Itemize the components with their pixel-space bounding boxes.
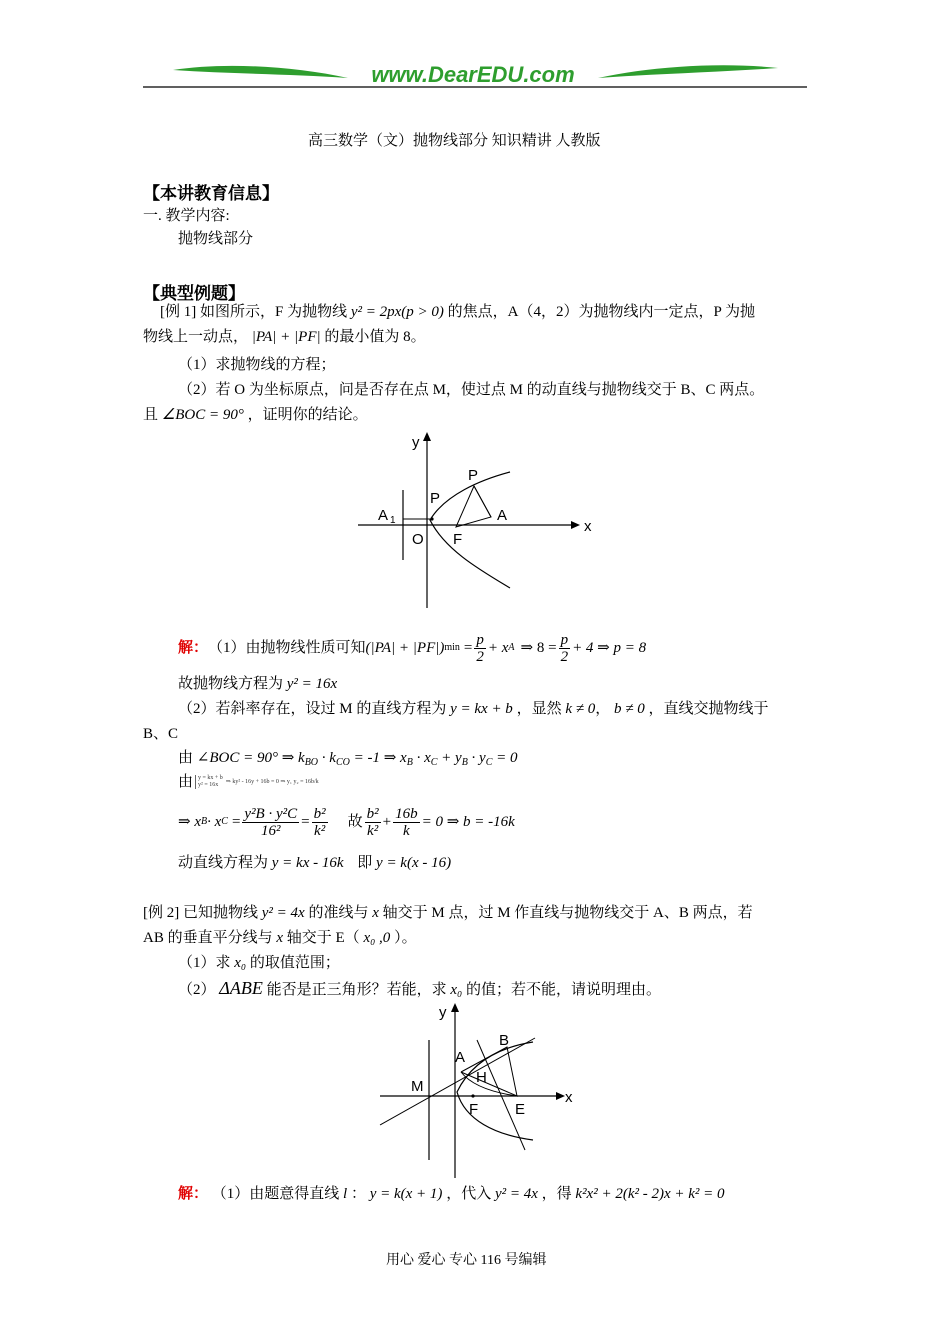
sol1-frac-y2-den: 16² bbox=[261, 822, 281, 839]
left-leaf-icon bbox=[173, 66, 348, 78]
sol1-s5-b: B bbox=[200, 816, 208, 827]
section-heading-info: 【本讲教育信息】 bbox=[143, 184, 279, 204]
sol1-s3-xc: · x bbox=[416, 750, 431, 766]
sol1-s2-mid: ，显然 bbox=[516, 701, 562, 717]
fig2-line-bisector bbox=[477, 1040, 525, 1150]
figure-2-svg bbox=[375, 1000, 585, 1180]
fig2-y-arrow-icon bbox=[451, 1003, 459, 1012]
fig1-label-x: x bbox=[584, 518, 592, 535]
fig2-label-e: E bbox=[515, 1101, 526, 1118]
ex2-q1x: x₀ bbox=[234, 955, 247, 971]
sol1-s3-c: C bbox=[430, 757, 438, 768]
sol1-frac-b2k2b-den: k² bbox=[367, 822, 379, 839]
sol1-frac-p-num2: p bbox=[560, 631, 569, 648]
sol1-frac-p-num: p bbox=[476, 631, 484, 648]
sol1-s5-gu: 故 bbox=[347, 814, 363, 830]
sol1-frac-16bk-den: k bbox=[403, 822, 410, 839]
sol1-s4-sys2: y² = 16x bbox=[198, 782, 219, 788]
fig2-triangle bbox=[461, 1047, 517, 1096]
sol1-frac-16bk bbox=[393, 806, 420, 839]
ex2-line2a: AB 的垂直平分线与 bbox=[143, 930, 273, 946]
ex1-line2b: 的最小值为 8。 bbox=[324, 329, 426, 345]
sol1-frac-y2 bbox=[242, 806, 299, 839]
sol1-s1-xa: + x bbox=[487, 640, 509, 656]
sol1-s6-mid: 即 bbox=[357, 855, 373, 871]
sol1-s2-eq: y = kx + b bbox=[450, 701, 513, 717]
fig2-label-b: B bbox=[499, 1032, 510, 1049]
ex2-mid: 的准线与 bbox=[308, 905, 369, 921]
sol1-frac-y2-num: y²B · y²C bbox=[244, 805, 298, 822]
fig1-label-a1: A bbox=[378, 507, 389, 524]
sol2-mid: ，代入 bbox=[446, 1186, 492, 1202]
sol1-s3-pre: 由 bbox=[178, 750, 194, 766]
sol1-frac-16bk-num: 16b bbox=[395, 805, 418, 822]
fig1-point-p1 bbox=[430, 517, 433, 520]
ex2-q1 bbox=[178, 953, 340, 973]
section-heading-examples: 【典型例题】 bbox=[143, 284, 245, 304]
sol2-eq1: y = k(x + 1) bbox=[369, 1186, 443, 1202]
sol1-s2-end: ，直线交抛物线于 bbox=[648, 701, 769, 717]
ex1-line2a: 物线上一动点， bbox=[143, 329, 249, 345]
fig1-parabola bbox=[430, 472, 510, 588]
ex2-q2x: x₀ bbox=[450, 982, 463, 998]
sol2-eq2: y² = 4x bbox=[494, 1186, 538, 1202]
sol1-s6-eq2: y = k(x - 16) bbox=[376, 855, 452, 871]
ex2-rest: 轴交于 M 点，过 M 作直线与抛物线交于 A、B 两点，若 bbox=[382, 905, 753, 921]
ex1-lead: [例 1] 如图所示，F 为抛物线 bbox=[160, 304, 348, 320]
sol1-frac-p-den: 2 bbox=[476, 648, 484, 665]
sol2-line1 bbox=[178, 1184, 725, 1204]
sol1-s5-end: = 0 ⇒ b = -16k bbox=[421, 814, 515, 830]
sol1-s1-xa-sub: A bbox=[508, 642, 515, 653]
page-title: 高三数学（文）抛物线部分 知识精讲 人教版 bbox=[308, 133, 601, 149]
teaching-item: 一. 教学内容: bbox=[143, 208, 230, 224]
sol1-s1-math: (|PA| + |PF|) bbox=[365, 640, 445, 656]
fig2-label-m: M bbox=[411, 1078, 424, 1095]
sol1-s3-bo: BO bbox=[304, 757, 319, 768]
teaching-content: 抛物线部分 bbox=[178, 231, 254, 247]
sol1-s3-rest: = -1 ⇒ x bbox=[353, 750, 407, 766]
sol1-s1-arrow: ⇒ 8 = bbox=[520, 640, 557, 656]
fig1-p-a-line bbox=[474, 486, 491, 517]
sol1-s3-dot: · k bbox=[321, 750, 336, 766]
fig1-label-a1-sub: 1 bbox=[390, 515, 396, 526]
ex2-q2b: 能否是正三角形？若能，求 bbox=[266, 982, 447, 998]
ex1-q1: （1）求抛物线的方程； bbox=[178, 357, 336, 373]
fig1-y-arrow-icon bbox=[423, 432, 431, 441]
sol1-s5-dot: · x bbox=[207, 814, 222, 830]
fig1-label-y: y bbox=[412, 434, 420, 451]
header-banner bbox=[143, 60, 807, 92]
sol1-line1 bbox=[178, 628, 646, 668]
sol1-s3-yb: B bbox=[461, 757, 468, 768]
ex2-q1a: （1）求 bbox=[178, 955, 231, 971]
ex2-q1b: 的取值范围； bbox=[249, 955, 340, 971]
sol1-frac-p2b bbox=[559, 632, 571, 665]
sol1-s1-min: min bbox=[444, 642, 460, 653]
fig2-point-f bbox=[471, 1094, 474, 1097]
figure-2 bbox=[375, 1000, 585, 1180]
sol1-label: 解： bbox=[178, 640, 209, 656]
sol1-line2 bbox=[178, 674, 337, 694]
header-logo-text: www.DearEDU.com bbox=[371, 62, 575, 87]
fig2-label-h: H bbox=[476, 1069, 487, 1086]
sol1-s5-c: C bbox=[221, 816, 228, 827]
header-leaf-graphic bbox=[143, 60, 807, 92]
sol1-s5-eq: = bbox=[231, 814, 241, 830]
fig2-label-y: y bbox=[439, 1004, 447, 1021]
sol2-colon: ： bbox=[350, 1186, 366, 1202]
ex1-line2 bbox=[143, 327, 426, 347]
ex2-line1 bbox=[143, 903, 753, 923]
sol1-s3-plus: + y bbox=[441, 750, 462, 766]
sol1-s4-pre: 由 bbox=[178, 774, 194, 790]
sol1-s6-eq1: y = kx - 16k bbox=[271, 855, 344, 871]
ex1-line2-eq: |PA| + |PF| bbox=[251, 329, 321, 345]
sol1-line4: B、C bbox=[143, 726, 179, 742]
ex1-line1 bbox=[160, 302, 755, 322]
fig2-label-f: F bbox=[469, 1101, 479, 1118]
ex2-line2 bbox=[143, 928, 417, 948]
fig1-x-arrow-icon bbox=[571, 521, 580, 529]
ex1-rest: 的焦点，A（4，2）为抛物线内一定点，P 为抛 bbox=[447, 304, 756, 320]
sol1-frac-p-den2: 2 bbox=[560, 648, 569, 665]
fig2-label-x: x bbox=[565, 1089, 573, 1106]
ex2-lead: [例 2] 已知抛物线 bbox=[143, 905, 258, 921]
sol1-s4-sys1: y = kx + b bbox=[198, 775, 223, 781]
fig1-label-a: A bbox=[497, 507, 508, 524]
sol2-text: （1）由题意得直线 bbox=[211, 1186, 340, 1202]
sol1-line2-text: 故抛物线方程为 bbox=[178, 676, 284, 692]
sol1-s3-b: B bbox=[406, 757, 413, 768]
ex1-q2b bbox=[143, 405, 368, 425]
ex2-line2c: ）。 bbox=[394, 930, 417, 946]
sol1-line3: （2）若斜率存在，设过 M 的直线方程为 y = kx + b ，显然 k ≠ 0， b ≠ 0 ，直线交抛物线于 bbox=[178, 701, 769, 717]
figure-1 bbox=[350, 430, 600, 615]
ex1-q2: （2）若 O 为坐标原点，问是否存在点 M，使过点 M 的动直线与抛物线交于 B、C 两点。 bbox=[178, 382, 765, 398]
sol1-s3-zero: = 0 bbox=[496, 750, 518, 766]
ex2-eq: y² = 4x bbox=[261, 905, 305, 921]
sol1-s3-eq: ∠BOC = 90° ⇒ k bbox=[196, 750, 305, 766]
ex2-q2a: （2） bbox=[178, 982, 216, 998]
sol1-s1-plus4: + 4 ⇒ p = 8 bbox=[572, 640, 647, 656]
ex2-q2 bbox=[178, 978, 661, 1000]
ex1-eq: y² = 2px(p > 0) bbox=[350, 304, 444, 320]
ex2-line2b: 轴交于 E（ bbox=[286, 930, 360, 946]
ex1-q2b-pre: 且 bbox=[143, 407, 159, 423]
sol1-line6 bbox=[178, 772, 319, 792]
sol1-s2-k: k ≠ 0 bbox=[565, 701, 596, 717]
sol1-s5-plus: + bbox=[382, 814, 392, 830]
sol1-s1-text: （1）由抛物线性质可知 bbox=[208, 640, 366, 656]
sol1-line5 bbox=[178, 748, 518, 773]
ex2-x0: x₀ ,0 bbox=[363, 930, 391, 946]
sol1-s2-text: （2）若斜率存在，设过 M 的直线方程为 bbox=[178, 701, 447, 717]
fig1-label-o: O bbox=[412, 531, 424, 548]
sol1-frac-b2k2 bbox=[312, 806, 328, 839]
sol1-frac-b2k2-num: b² bbox=[313, 805, 326, 822]
fig1-label-p: P bbox=[430, 490, 441, 507]
sol1-s5-eq2: = bbox=[301, 814, 310, 830]
figure-1-svg bbox=[350, 430, 600, 615]
sol1-s1-eq: = bbox=[463, 640, 473, 656]
sol1-s6-text: 动直线方程为 bbox=[178, 855, 269, 871]
ex1-q2b-post: ，证明你的结论。 bbox=[247, 407, 368, 423]
sol1-frac-p2 bbox=[474, 632, 486, 665]
sol1-s3-co: CO bbox=[335, 757, 350, 768]
sol1-s2-b: b ≠ 0 bbox=[613, 701, 645, 717]
sol2-eq3: k²x² + 2(k² - 2)x + k² = 0 bbox=[575, 1186, 725, 1202]
sol1-line7 bbox=[178, 800, 515, 844]
fig1-label-p-top: P bbox=[468, 467, 479, 484]
page-footer: 用心 爱心 专心 116 号编辑 bbox=[386, 1253, 547, 1268]
fig2-label-a: A bbox=[455, 1049, 466, 1066]
ex2-q2c: 的值；若不能，请说明理由。 bbox=[465, 982, 661, 998]
sol2-l: l bbox=[343, 1186, 348, 1202]
ex2-x1: x bbox=[372, 905, 379, 921]
fig2-x-arrow-icon bbox=[556, 1092, 565, 1100]
sol1-s3-yc: · y bbox=[471, 750, 486, 766]
ex2-x2: x bbox=[276, 930, 284, 946]
sol1-frac-b2k2b-num: b² bbox=[366, 805, 379, 822]
sol1-s4-tail: ⇒ ky² - 16y + 16b = 0 ⇒ y₁ y₂ = 16b/k bbox=[225, 779, 319, 785]
sol2-label: 解： bbox=[178, 1186, 209, 1202]
sol1-s5-arrow: ⇒ x bbox=[178, 814, 201, 830]
sol1-frac-b2k2b bbox=[365, 806, 381, 839]
right-leaf-icon bbox=[598, 65, 778, 78]
sol1-line2-eq: y² = 16x bbox=[286, 676, 338, 692]
ex2-q2tri: ΔABE bbox=[219, 978, 263, 998]
sol2-mid2: ，得 bbox=[541, 1186, 572, 1202]
sol1-frac-b2k2-den: k² bbox=[314, 822, 326, 839]
ex1-q2b-eq: ∠BOC = 90° bbox=[161, 407, 244, 423]
sol1-s3-yc-sub: C bbox=[485, 757, 493, 768]
sol1-s4-system bbox=[195, 775, 223, 789]
fig1-label-f: F bbox=[453, 531, 463, 548]
sol1-line8 bbox=[178, 853, 451, 873]
